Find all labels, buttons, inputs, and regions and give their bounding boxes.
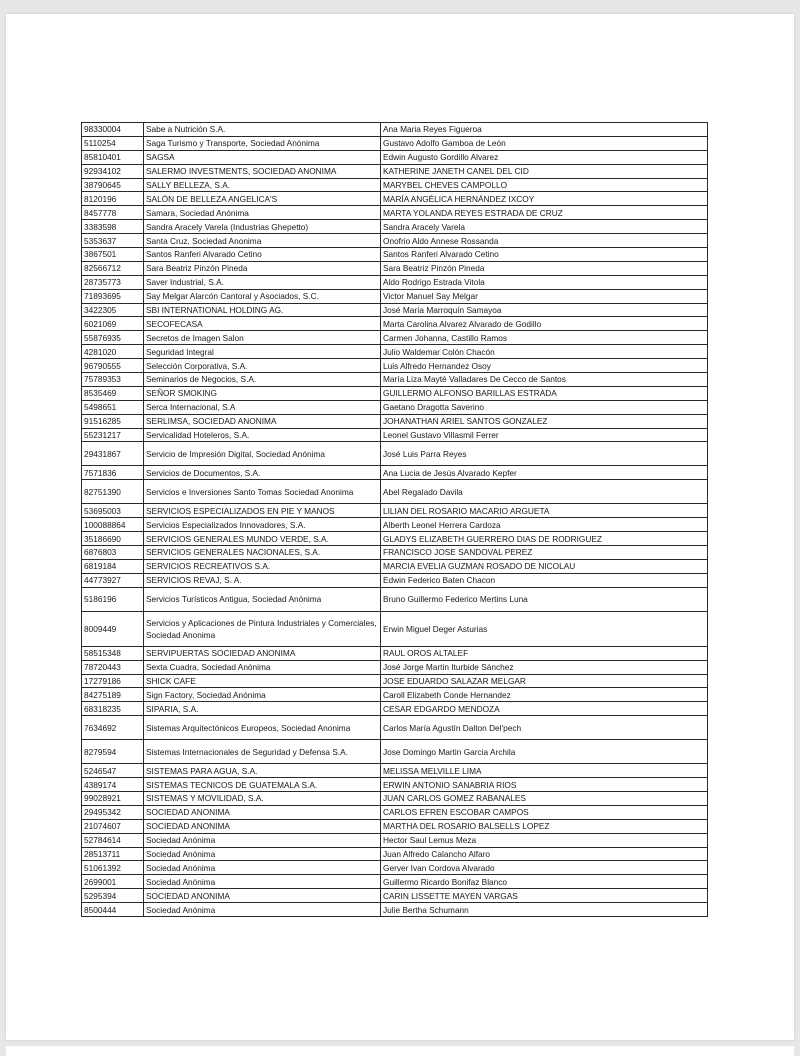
table-row <box>82 819 708 833</box>
representative-cell: Marta Carolina Alvarez Alvarado de Godillo <box>381 317 708 331</box>
nit-cell: 29431867 <box>82 442 144 466</box>
nit-cell: 5110254 <box>82 136 144 150</box>
table-row <box>82 150 708 164</box>
table-row <box>82 791 708 805</box>
nit-cell: 99028921 <box>82 791 144 805</box>
company-name-cell: SALERMO INVESTMENTS, SOCIEDAD ANONIMA <box>144 164 381 178</box>
company-name-cell: SALÓN DE BELLEZA ANGELICA'S <box>144 192 381 206</box>
company-name-cell: Sistemas Arquitectónicos Europeos, Sociedad Anonima <box>144 716 381 740</box>
company-name-cell: Samara, Sociedad Anónima <box>144 206 381 220</box>
nit-cell: 53695003 <box>82 504 144 518</box>
representative-cell: Edwin Augusto Gordillo Alvarez <box>381 150 708 164</box>
nit-cell: 3867501 <box>82 248 144 262</box>
company-name-cell: Sociedad Anónima <box>144 903 381 917</box>
table-row <box>82 805 708 819</box>
nit-cell: 7571836 <box>82 466 144 480</box>
company-name-cell: SOCIEDAD ANONIMA <box>144 819 381 833</box>
table-row <box>82 646 708 660</box>
nit-cell: 100088864 <box>82 518 144 532</box>
representative-cell: MARTA YOLANDA REYES ESTRADA DE CRUZ <box>381 206 708 220</box>
representative-cell: Gaetano Dragotta Saverino <box>381 400 708 414</box>
table-row <box>82 504 708 518</box>
representative-cell: Sandra Aracely Varela <box>381 220 708 234</box>
representative-cell: José Jorge Martin Iturbide Sánchez <box>381 660 708 674</box>
nit-cell: 4389174 <box>82 778 144 792</box>
nit-cell: 3422305 <box>82 303 144 317</box>
nit-cell: 5498651 <box>82 400 144 414</box>
table-row <box>82 345 708 359</box>
representative-cell: Alberth Leonel Herrera Cardoza <box>381 518 708 532</box>
table-row <box>82 248 708 262</box>
nit-cell: 8279594 <box>82 740 144 764</box>
nit-cell: 28735773 <box>82 275 144 289</box>
nit-cell: 51061392 <box>82 861 144 875</box>
company-name-cell: Secretos de Imagen Salon <box>144 331 381 345</box>
company-name-cell: Seminarios de Negocios, S.A. <box>144 373 381 387</box>
nit-cell: 55876935 <box>82 331 144 345</box>
table-row <box>82 674 708 688</box>
table-row <box>82 740 708 764</box>
table-row <box>82 702 708 716</box>
representative-cell: José Luis Parra Reyes <box>381 442 708 466</box>
table-row <box>82 442 708 466</box>
nit-cell: 4281020 <box>82 345 144 359</box>
nit-cell: 8500444 <box>82 903 144 917</box>
representative-cell: GLADYS ELIZABETH GUERRERO DIAS DE RODRIGUEZ <box>381 532 708 546</box>
representative-cell: Caroll Elizabeth Conde Hernandez <box>381 688 708 702</box>
company-name-cell: Santos Ranferi Alvarado Cetino <box>144 248 381 262</box>
company-name-cell: Servicios de Documentos, S.A. <box>144 466 381 480</box>
representative-cell: MELISSA MELVILLE LIMA <box>381 764 708 778</box>
representative-cell: CESAR EDGARDO MENDOZA <box>381 702 708 716</box>
company-name-cell: SERVICIOS RECREATIVOS S.A. <box>144 559 381 573</box>
nit-cell: 8535469 <box>82 386 144 400</box>
nit-cell: 35186690 <box>82 532 144 546</box>
representative-cell: Guillermo Ricardo Bonifaz Blanco <box>381 875 708 889</box>
table-row <box>82 573 708 587</box>
nit-cell: 92934102 <box>82 164 144 178</box>
representative-cell: KATHERINE JANETH CANEL DEL CID <box>381 164 708 178</box>
representative-cell: Julio Waldemar Colón Chacón <box>381 345 708 359</box>
table-row <box>82 386 708 400</box>
representative-cell: RAUL OROS ALTALEF <box>381 646 708 660</box>
table-row <box>82 716 708 740</box>
nit-cell: 82751390 <box>82 480 144 504</box>
table-row <box>82 559 708 573</box>
representative-cell: JOHANATHAN ARIEL SANTOS GONZALEZ <box>381 414 708 428</box>
table-row <box>82 778 708 792</box>
company-name-cell: Say Melgar Alarcón Cantoral y Asociados, S.C. <box>144 289 381 303</box>
company-name-cell: Serca Internacional, S.A <box>144 400 381 414</box>
company-name-cell: SERVICIOS REVAJ, S. A. <box>144 573 381 587</box>
table-row <box>82 518 708 532</box>
table-row <box>82 317 708 331</box>
nit-cell: 8457778 <box>82 206 144 220</box>
table-row <box>82 289 708 303</box>
representative-cell: Juan Alfredo Calancho Alfaro <box>381 847 708 861</box>
nit-cell: 55231217 <box>82 428 144 442</box>
representative-cell: CARIN LISSETTE MAYEN VARGAS <box>381 889 708 903</box>
table-row <box>82 833 708 847</box>
nit-cell: 8009449 <box>82 611 144 646</box>
company-name-cell: Servicalidad Hoteleros, S.A. <box>144 428 381 442</box>
table-row <box>82 400 708 414</box>
company-name-cell: Sociedad Anónima <box>144 833 381 847</box>
table-row <box>82 414 708 428</box>
company-name-cell: SBI INTERNATIONAL HOLDING AG. <box>144 303 381 317</box>
representative-cell: Gerver Ivan Cordova Alvarado <box>381 861 708 875</box>
nit-cell: 5186196 <box>82 587 144 611</box>
representative-cell: Abel Regalado Davila <box>381 480 708 504</box>
table-row <box>82 861 708 875</box>
nit-cell: 5295394 <box>82 889 144 903</box>
company-name-cell: SERVICIOS GENERALES NACIONALES, S.A. <box>144 546 381 560</box>
representative-cell: CARLOS EFREN ESCOBAR CAMPOS <box>381 805 708 819</box>
company-name-cell: SERLIMSA, SOCIEDAD ANONIMA <box>144 414 381 428</box>
table-row <box>82 303 708 317</box>
table-row <box>82 136 708 150</box>
nit-cell: 96790555 <box>82 359 144 373</box>
company-name-cell: SISTEMAS TECNICOS DE GUATEMALA S.A. <box>144 778 381 792</box>
table-row <box>82 688 708 702</box>
nit-cell: 21074607 <box>82 819 144 833</box>
table-row <box>82 587 708 611</box>
representative-cell: MARCIA EVELIA GUZMAN ROSADO DE NICOLAU <box>381 559 708 573</box>
table-row <box>82 611 708 646</box>
table-row <box>82 192 708 206</box>
company-name-cell: Saga Turismo y Transporte, Sociedad Anónima <box>144 136 381 150</box>
table-row <box>82 847 708 861</box>
nit-cell: 28513711 <box>82 847 144 861</box>
table-row <box>82 889 708 903</box>
representative-cell: Hector Saul Lemus Meza <box>381 833 708 847</box>
company-name-cell: Servicios y Aplicaciones de Pintura Industriales y Comerciales, Sociedad Anonima <box>144 611 381 646</box>
company-name-cell: Sociedad Anónima <box>144 861 381 875</box>
company-name-cell: Sabe a Nutrición S.A. <box>144 123 381 137</box>
company-name-cell: SERVICIOS ESPECIALIZADOS EN PIE Y MANOS <box>144 504 381 518</box>
nit-cell: 91516285 <box>82 414 144 428</box>
representative-cell: LILIAN DEL ROSARIO MACARIO ARGUETA <box>381 504 708 518</box>
representative-cell: Erwin Miguel Deger Asturias <box>381 611 708 646</box>
company-name-cell: Sociedad Anónima <box>144 847 381 861</box>
representative-cell: Leonel Gustavo Villasmil Ferrer <box>381 428 708 442</box>
company-name-cell: Sociedad Anónima <box>144 875 381 889</box>
nit-cell: 71893695 <box>82 289 144 303</box>
representative-cell: Carmen Johanna, Castillo Ramos <box>381 331 708 345</box>
representative-cell: Jose Domingo Martin Garcia Archila <box>381 740 708 764</box>
company-name-cell: Sara Beatriz Pinzón Pineda <box>144 261 381 275</box>
table-row <box>82 359 708 373</box>
representative-cell: FRANCISCO JOSE SANDOVAL PEREZ <box>381 546 708 560</box>
registry-table-body <box>82 123 708 917</box>
company-name-cell: Selección Corporativa, S.A. <box>144 359 381 373</box>
company-name-cell: Saver Industrial, S.A. <box>144 275 381 289</box>
nit-cell: 85810401 <box>82 150 144 164</box>
company-registry-table <box>81 122 708 917</box>
nit-cell: 75789353 <box>82 373 144 387</box>
representative-cell: Aldo Rodrigo Estrada Vitola <box>381 275 708 289</box>
company-name-cell: Santa Cruz, Sociedad Anonima <box>144 234 381 248</box>
nit-cell: 5246547 <box>82 764 144 778</box>
representative-cell: Edwin Federico Baten Chacon <box>381 573 708 587</box>
company-name-cell: Servicio de Impresión Digital, Sociedad Anónima <box>144 442 381 466</box>
company-name-cell: Sign Factory, Sociedad Anónima <box>144 688 381 702</box>
company-name-cell: Servicios Especializados Innovadores, S.A. <box>144 518 381 532</box>
representative-cell: Ana Lucia de Jesús Alvarado Kepfer <box>381 466 708 480</box>
representative-cell: Bruno Guillermo Federico Mertins Luna <box>381 587 708 611</box>
representative-cell: MARTHA DEL ROSARIO BALSELLS LOPEZ <box>381 819 708 833</box>
company-name-cell: SOCIEDAD ANONIMA <box>144 805 381 819</box>
representative-cell: Carlos María Agustín Dalton Del'pech <box>381 716 708 740</box>
company-name-cell: Sexta Cuadra, Sociedad Anónima <box>144 660 381 674</box>
table-row <box>82 428 708 442</box>
nit-cell: 82566712 <box>82 261 144 275</box>
representative-cell: María Liza Mayté Valladares De Cecco de Santos <box>381 373 708 387</box>
representative-cell: Santos Ranferi Alvarado Cetino <box>381 248 708 262</box>
representative-cell: ERWIN ANTONIO SANABRIA RIOS <box>381 778 708 792</box>
table-row <box>82 234 708 248</box>
representative-cell: MARÍA ANGÉLICA HERNÁNDEZ IXCOY <box>381 192 708 206</box>
representative-cell: MARYBEL CHEVES CAMPOLLO <box>381 178 708 192</box>
table-row <box>82 903 708 917</box>
company-name-cell: SIPARIA, S.A. <box>144 702 381 716</box>
company-name-cell: Servicios Turísticos Antigua, Sociedad Anónima <box>144 587 381 611</box>
table-row <box>82 660 708 674</box>
table-row <box>82 875 708 889</box>
table-row <box>82 466 708 480</box>
company-name-cell: Seguridad Integral <box>144 345 381 359</box>
company-name-cell: SERVICIOS GENERALES MUNDO VERDE, S.A. <box>144 532 381 546</box>
representative-cell: Luis Alfredo Hernandez Osoy <box>381 359 708 373</box>
representative-cell: Julie Bertha Schumann <box>381 903 708 917</box>
table-row <box>82 206 708 220</box>
company-name-cell: SISTEMAS PARA AGUA, S.A. <box>144 764 381 778</box>
document-page <box>6 14 794 1040</box>
representative-cell: José María Marroquín Samayoa <box>381 303 708 317</box>
company-name-cell: SISTEMAS Y MOVILIDAD, S.A. <box>144 791 381 805</box>
representative-cell: Gustavo Adolfo Gamboa de León <box>381 136 708 150</box>
nit-cell: 84275189 <box>82 688 144 702</box>
representative-cell: Sara Beatriz Pinzón Pineda <box>381 261 708 275</box>
table-row <box>82 480 708 504</box>
nit-cell: 6876803 <box>82 546 144 560</box>
representative-cell: Victor Manuel Say Melgar <box>381 289 708 303</box>
representative-cell: JOSE EDUARDO SALAZAR MELGAR <box>381 674 708 688</box>
nit-cell: 6819184 <box>82 559 144 573</box>
company-name-cell: SERVIPUERTAS SOCIEDAD ANONIMA <box>144 646 381 660</box>
nit-cell: 52784614 <box>82 833 144 847</box>
nit-cell: 78720443 <box>82 660 144 674</box>
representative-cell: Onofrio Aldo Annese Rossanda <box>381 234 708 248</box>
nit-cell: 44773927 <box>82 573 144 587</box>
company-name-cell: SAGSA <box>144 150 381 164</box>
company-name-cell: SOCIEDAD ANONIMA <box>144 889 381 903</box>
nit-cell: 3383598 <box>82 220 144 234</box>
company-name-cell: SHICK CAFE <box>144 674 381 688</box>
table-row <box>82 764 708 778</box>
table-row <box>82 331 708 345</box>
representative-cell: JUAN CARLOS GOMEZ RABANALES <box>381 791 708 805</box>
nit-cell: 5353637 <box>82 234 144 248</box>
nit-cell: 68318235 <box>82 702 144 716</box>
table-row <box>82 220 708 234</box>
nit-cell: 7634692 <box>82 716 144 740</box>
table-row <box>82 261 708 275</box>
company-name-cell: Sistemas Internacionales de Seguridad y Defensa S.A. <box>144 740 381 764</box>
company-name-cell: Servicios e Inversiones Santo Tomas Sociedad Anonima <box>144 480 381 504</box>
company-name-cell: SALLY BELLEZA, S.A. <box>144 178 381 192</box>
next-page-edge <box>6 1046 794 1056</box>
table-row <box>82 373 708 387</box>
table-row <box>82 164 708 178</box>
nit-cell: 38790645 <box>82 178 144 192</box>
nit-cell: 98330004 <box>82 123 144 137</box>
table-row <box>82 178 708 192</box>
nit-cell: 8120196 <box>82 192 144 206</box>
table-row <box>82 123 708 137</box>
company-name-cell: Sandra Aracely Varela (Industrias Ghepetto) <box>144 220 381 234</box>
nit-cell: 2699001 <box>82 875 144 889</box>
nit-cell: 29495342 <box>82 805 144 819</box>
representative-cell: Ana Maria Reyes Figueroa <box>381 123 708 137</box>
table-row <box>82 532 708 546</box>
nit-cell: 58515348 <box>82 646 144 660</box>
company-name-cell: SEÑOR SMOKING <box>144 386 381 400</box>
nit-cell: 6021069 <box>82 317 144 331</box>
company-name-cell: SECOFECASA <box>144 317 381 331</box>
representative-cell: GUILLERMO ALFONSO BARILLAS ESTRADA <box>381 386 708 400</box>
table-row <box>82 275 708 289</box>
table-row <box>82 546 708 560</box>
nit-cell: 17279186 <box>82 674 144 688</box>
